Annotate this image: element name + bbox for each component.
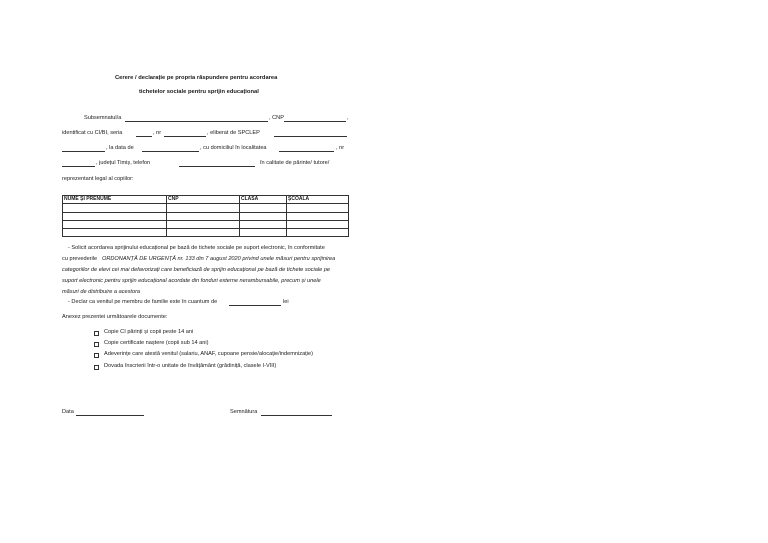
fill-line-nr (164, 136, 206, 137)
fill-line-spclep-cont (62, 151, 105, 152)
col-header-cnp: CNP (167, 196, 240, 204)
fill-line-data-eliberare (142, 151, 199, 152)
table-row (63, 212, 349, 220)
table-row (63, 229, 349, 237)
para1-line-5: măsuri de distribuire a acestora (62, 289, 141, 295)
label-reprezentant: reprezentant legal al copiilor: (62, 176, 134, 182)
table-cell[interactable] (167, 212, 240, 220)
table-cell[interactable] (240, 220, 287, 228)
label-nr-domiciliu: , nr (336, 145, 345, 151)
attachments-intro: Anexez prezentei următoarele documente: (62, 314, 168, 320)
fill-line-data-semnare[interactable] (76, 415, 144, 416)
para1-line-2a: cu prevederile (62, 256, 98, 262)
para2-lei: lei (283, 299, 289, 305)
attachment-item-1: Copie CI părinți și copii peste 14 ani (104, 329, 194, 335)
fill-line-seria (136, 136, 152, 137)
fill-line-semnatura[interactable] (261, 415, 332, 416)
table-row (63, 220, 349, 228)
para2-venit: - Declar ca venitul pe membru de familie este în cuantum de (68, 299, 218, 305)
table-cell[interactable] (63, 229, 167, 237)
label-data: , la data de (106, 145, 134, 151)
label-domiciliu: , cu domiciliul în localitatea (200, 145, 267, 151)
para1-line-4: suport electronic pentru sprijin educațional acordate din fonduri externe nerambursabile, precum și unele (62, 278, 321, 284)
label-semnatura: Semnătura (230, 409, 258, 415)
table-cell[interactable] (287, 204, 349, 212)
table-cell[interactable] (240, 204, 287, 212)
label-identificat: identificat cu CI/BI, seria (62, 130, 123, 136)
table-header-row (63, 196, 349, 204)
table-cell[interactable] (63, 220, 167, 228)
title-line-2: tichetelor sociale pentru sprijin educațional (139, 89, 259, 95)
para1-line-1: - Solicit acordarea sprijinului educațional pe bază de tichete sociale pe suport electronic, în conformitate (68, 245, 325, 251)
table-row (63, 204, 349, 212)
table-cell[interactable] (240, 229, 287, 237)
col-header-nume: NUME ȘI PRENUME (63, 196, 167, 204)
fill-line-spclep (274, 136, 347, 137)
para1-line-2b: ORDONANȚĂ DE URGENȚĂ nr. 133 din 7 august 2020 privind unele măsuri pentru sprijinirea (102, 256, 336, 262)
table-cell[interactable] (287, 220, 349, 228)
table-cell[interactable] (287, 229, 349, 237)
attachment-item-4: Dovada înscrierii într-o unitate de învățământ (grădiniță, clasele I-VIII) (104, 363, 277, 369)
children-table (62, 195, 349, 237)
checkbox-attachment-3[interactable] (94, 353, 99, 358)
table-cell[interactable] (63, 212, 167, 220)
label-comma-1: , (347, 115, 349, 121)
checkbox-attachment-4[interactable] (94, 365, 99, 370)
label-data-semnare: Data (62, 409, 74, 415)
attachment-item-2: Copie certificate naștere (copii sub 14 ani) (104, 340, 209, 346)
table-cell[interactable] (167, 229, 240, 237)
col-header-scoala: ȘCOALA (287, 196, 349, 204)
para1-line-3: categoriilor de elevi cei mai defavorizați care beneficiază de sprijin educațional pe bază de tichete sociale pe (62, 267, 331, 273)
checkbox-attachment-1[interactable] (94, 331, 99, 336)
col-header-clasa: CLASA (240, 196, 287, 204)
label-judet-telefon: , județul Timiș, telefon (96, 160, 151, 166)
table-cell[interactable] (240, 212, 287, 220)
label-eliberat: , eliberat de SPCLEP (207, 130, 260, 136)
table-cell[interactable] (167, 220, 240, 228)
label-subsemnatul: Subsemnatul/a (84, 115, 122, 121)
fill-line-nr-domiciliu (62, 166, 95, 167)
label-calitate: în calitate de părinte/ tutore/ (260, 160, 330, 166)
table-cell[interactable] (287, 212, 349, 220)
checkbox-attachment-2[interactable] (94, 342, 99, 347)
title-line-1: Cerere / declarație pe propria răspundere pentru acordarea (115, 75, 278, 81)
table-cell[interactable] (167, 204, 240, 212)
fill-line-localitate (279, 151, 334, 152)
label-nr: , nr (153, 130, 162, 136)
attachment-item-3: Adeverințe care atestă venitul (salariu, ANAF, cupoane pensie/alocație/indemnizație) (104, 351, 313, 357)
fill-line-telefon (179, 166, 255, 167)
table-cell[interactable] (63, 204, 167, 212)
fill-line-venit (229, 305, 281, 306)
fill-line-name (125, 121, 268, 122)
fill-line-cnp (284, 121, 346, 122)
label-cnp: , CNP (269, 115, 284, 121)
